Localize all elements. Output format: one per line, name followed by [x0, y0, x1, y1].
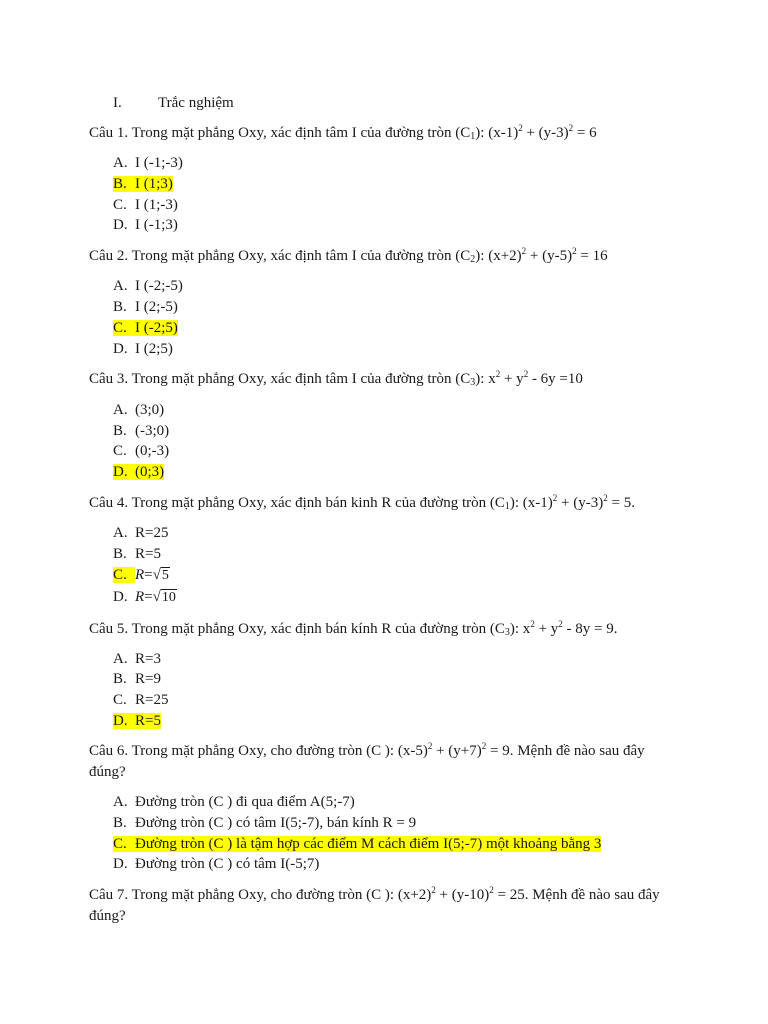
q3-option-c: C. (0;-3): [113, 443, 170, 459]
q2-option-a: A. I (-2;-5): [113, 278, 183, 294]
question-4: Câu 4. Trong mặt phẳng Oxy, xác định bán kinh R của đường tròn $(C_1)$: $(x-1)^2 + (y-3)^2 = 5$.: [89, 493, 635, 512]
section-heading: [113, 93, 234, 113]
q2-option-c: C. I (-2;5): [113, 320, 178, 336]
sqrt-symbol: √10: [152, 589, 176, 605]
q1-option-b: B. I (1;3): [113, 176, 173, 192]
question-5: Câu 5. Trong mặt phẳng Oxy, xác định bán kính R của đường tròn $(C_3)$: $x^2 + y^2 - 8y = 9$.: [89, 619, 618, 638]
q3-option-b: B. (-3;0): [113, 423, 170, 439]
q5-option-d: D. R=5: [113, 713, 161, 729]
question-1: Câu 1. Trong mặt phẳng Oxy, xác định tâm I của đường tròn $(C_1)$: $(x-1)^2 + (y-3)^2 = 6$: [89, 123, 597, 142]
q2-option-b: B. I (2;-5): [113, 299, 178, 315]
q1-option-c: C. I (1;-3): [113, 197, 178, 213]
section-number: I.: [113, 95, 122, 111]
section-title: Trắc nghiệm: [158, 95, 234, 111]
q3-option-a: A. (3;0): [113, 402, 165, 418]
question-3: Câu 3. Trong mặt phẳng Oxy, xác định tâm I của đường tròn $(C_3)$: $x^2 + y^2 - 6y =10$: [89, 369, 583, 388]
q6-option-a: A. Đường tròn (C ) đi qua điểm A(5;-7): [113, 794, 355, 810]
q4-option-a: A. R=25: [113, 525, 169, 541]
q6-option-d: D. Đường tròn (C ) có tâm I(-5;7): [113, 856, 320, 872]
q2-option-d: D. I (2;5): [113, 341, 173, 357]
q6-option-c: C. Đường tròn (C ) là tậm hợp các điểm M cách điểm I(5;-7) một khoảng bằng 3: [113, 836, 602, 852]
q3-option-d: D. (0;3): [113, 464, 165, 480]
q5-option-a: A. R=3: [113, 651, 161, 667]
q4-option-c: C. R=√5: [113, 565, 170, 586]
q1-option-d: D. I (-1;3): [113, 217, 178, 233]
q5-option-c: C. R=25: [113, 692, 169, 708]
q5-option-b: B. R=9: [113, 671, 161, 687]
question-6: Câu 6. Trong mặt phẳng Oxy, cho đường tròn (C ): $(x-5)^2 + (y+7)^2 = 9$. Mệnh đề nào sau đây đúng?: [89, 741, 645, 780]
question-2: Câu 2. Trong mặt phẳng Oxy, xác định tâm I của đường tròn $(C_2)$: $(x+2)^2 + (y-5)^2 = 16$: [89, 246, 608, 265]
q6-option-b: B. Đường tròn (C ) có tâm I(5;-7), bán kính R = 9: [113, 815, 417, 831]
q4-option-d: D. R=√10: [113, 587, 177, 608]
sqrt-symbol: √5: [152, 567, 169, 583]
q1-option-a: A. I (-1;-3): [113, 155, 183, 171]
q4-option-b: B. R=5: [113, 546, 161, 562]
question-7: Câu 7. Trong mặt phẳng Oxy, cho đường tròn (C ): $(x+2)^2 + (y-10)^2 = 25$. Mệnh đề nào sau đây đúng?: [89, 885, 660, 924]
